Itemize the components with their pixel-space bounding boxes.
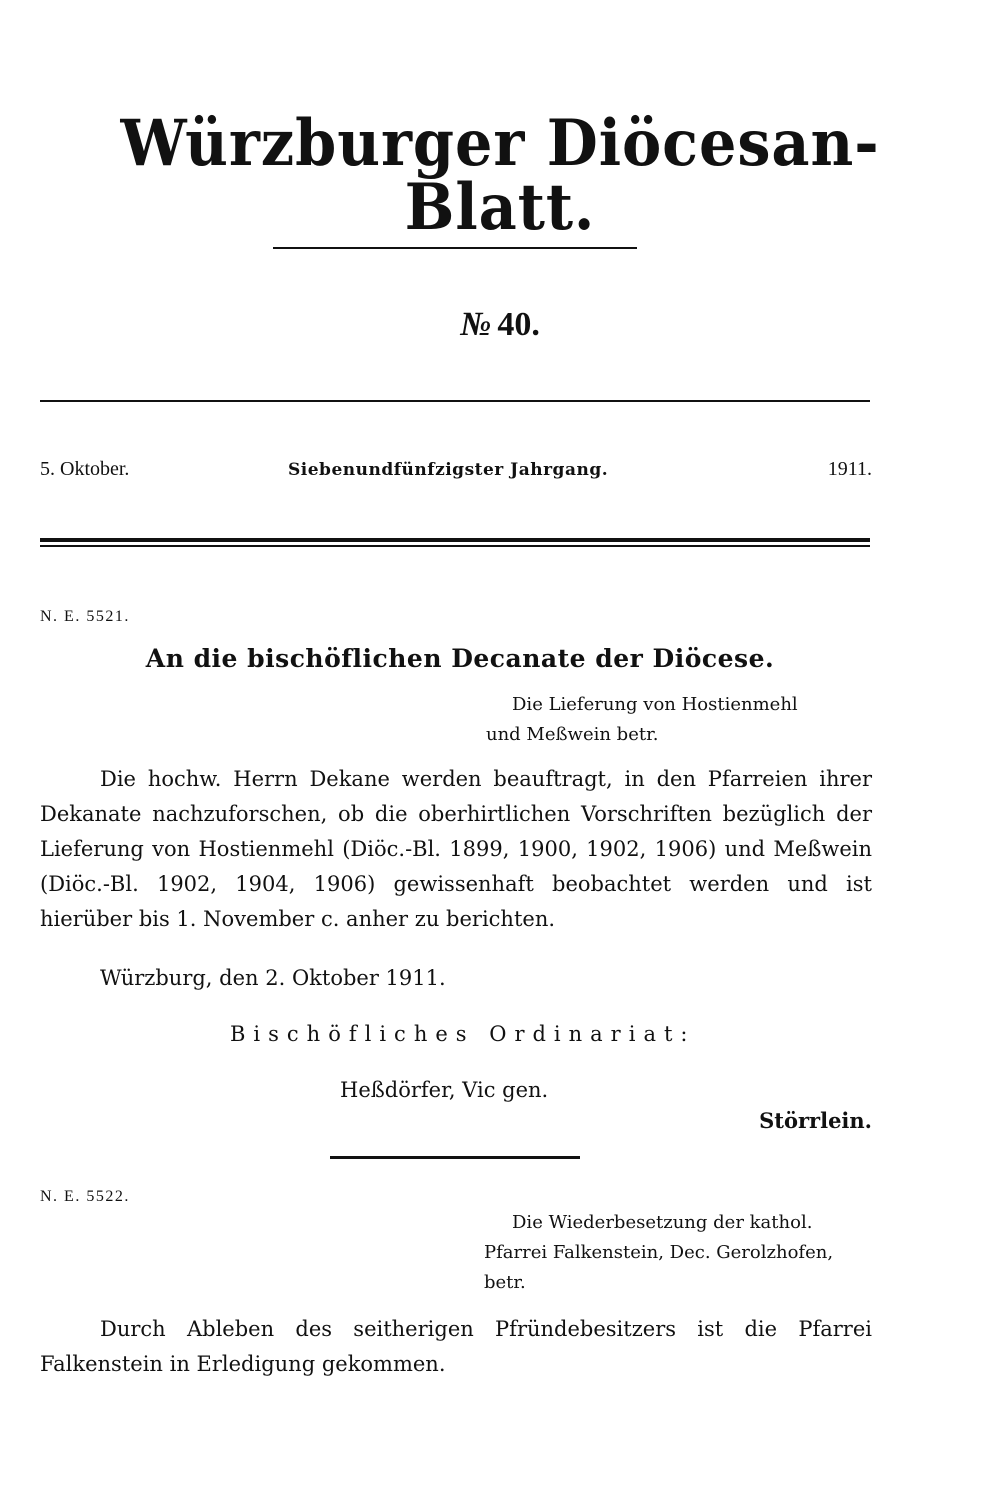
article2-subject-line2: Pfarrei Falkenstein, Dec. Gerolzhofen,: [484, 1242, 834, 1263]
issue-year: 1911.: [827, 458, 872, 480]
article2-subject-line3: betr.: [484, 1272, 526, 1293]
article2-reference: N. E. 5522.: [40, 1188, 130, 1205]
article1-place-date: Würzburg, den 2. Oktober 1911.: [100, 966, 446, 990]
article1-reference: N. E. 5521.: [40, 608, 130, 625]
dateline-bottom-rule-thin: [40, 545, 870, 547]
article1-subject-line2: und Meßwein betr.: [486, 724, 659, 745]
issue-number: [0, 306, 1000, 344]
article1-body: Die hochw. Herrn Dekane werden beauftragt, in den Pfarreien ihrer Dekanate nachzuforschen, ob die oberhirtlichen Vorschriften bezüglich der Lieferung von Hostienmehl (Diöc.-Bl. 1899, 1900, 1902, 1906) und Meßwein (Diöc.-Bl. 1902, 1904, 1906) gewissenhaft beobachtet werden und ist hierüber bis 1. November c. anher zu berichten.: [40, 767, 872, 931]
masthead-rule: [273, 247, 637, 249]
article1-signer-secretary: Störrlein.: [759, 1108, 872, 1133]
issue-date: 5. Oktober.: [40, 458, 130, 480]
article-separator: [330, 1156, 580, 1159]
masthead-title: Würzburger Diöcesan-Blatt.: [120, 106, 880, 245]
article1-heading: An die bischöflichen Decanate der Diöcese.: [145, 644, 775, 673]
article1-signer-vicar: Heßdörfer, Vic gen.: [340, 1078, 549, 1102]
article2-subject-line1: Die Wiederbesetzung der kathol.: [512, 1212, 813, 1233]
article1-subject-line1: Die Lieferung von Hostienmehl: [512, 694, 798, 715]
dateline-bottom-rule-thick: [40, 538, 870, 542]
number-sign: №: [460, 306, 492, 343]
issue-volume: Siebenundfünfzigster Jahrgang.: [288, 460, 609, 480]
issue-number-value: 40.: [497, 306, 540, 343]
article1-authority: Bischöfliches Ordinariat:: [230, 1022, 696, 1046]
article2-body: Durch Ableben des seitherigen Pfründebesitzers ist die Pfarrei Falkenstein in Erledigung gekommen.: [40, 1317, 872, 1376]
dateline-top-rule: [40, 400, 870, 402]
